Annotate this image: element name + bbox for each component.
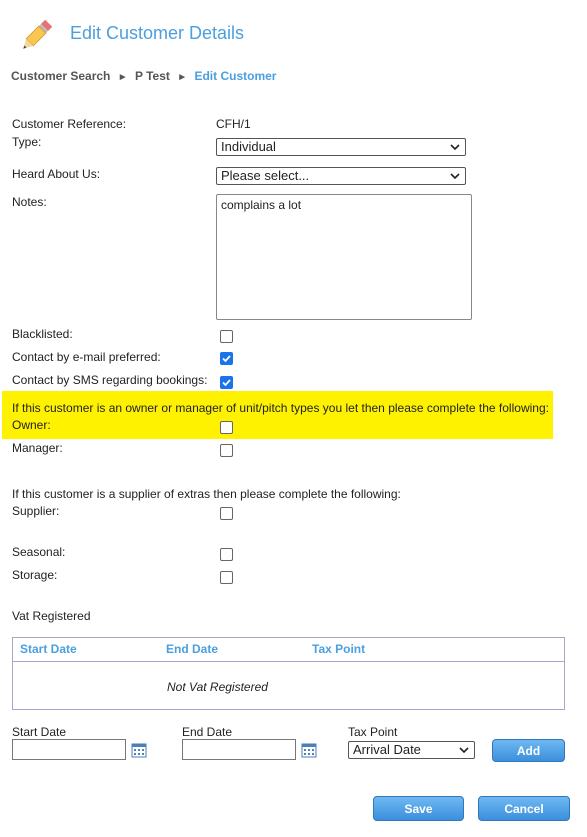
type-label: Type: [12, 135, 42, 149]
cancel-button[interactable]: Cancel [478, 796, 570, 821]
checkmark-icon [221, 353, 232, 364]
save-button[interactable]: Save [373, 796, 464, 821]
notes-label: Notes: [12, 195, 47, 209]
notes-textarea[interactable]: complains a lot [216, 194, 472, 320]
chevron-down-icon [458, 744, 470, 756]
breadcrumb [11, 69, 276, 83]
breadcrumb-customer[interactable]: P Test [134, 69, 170, 83]
storage-checkbox[interactable] [220, 571, 233, 584]
contact-sms-checkbox[interactable] [220, 376, 233, 389]
seasonal-label: Seasonal: [12, 545, 66, 559]
blacklisted-checkbox[interactable] [220, 330, 233, 343]
storage-label: Storage: [12, 568, 58, 582]
blacklisted-label: Blacklisted: [12, 327, 73, 341]
vat-empty-message: Not Vat Registered [167, 680, 268, 694]
supplier-note: If this customer is a supplier of extras then please complete the following: [12, 487, 401, 501]
start-date-label: Start Date [12, 725, 67, 739]
highlight-marker [2, 391, 553, 439]
owner-label: Owner: [12, 418, 51, 432]
pencil-icon [16, 16, 56, 56]
vat-col-start-date: Start Date [20, 642, 77, 656]
owner-checkbox[interactable] [220, 421, 233, 434]
end-date-label: End Date [182, 725, 233, 739]
heard-about-label: Heard About Us: [12, 167, 101, 181]
heard-about-select[interactable] [216, 167, 466, 185]
manager-label: Manager: [12, 441, 63, 455]
owner-manager-note: If this customer is an owner or manager of unit/pitch types you let then please complete the following: [12, 401, 549, 415]
add-vat-button[interactable]: Add [492, 739, 565, 762]
breadcrumb-separator: ► [177, 72, 188, 83]
start-date-input[interactable] [12, 739, 126, 760]
customer-reference-value: CFH/1 [216, 117, 251, 131]
vat-table [12, 637, 565, 710]
tax-point-select-value: Arrival Date [353, 742, 421, 757]
calendar-icon[interactable] [131, 742, 147, 758]
breadcrumb-current: Edit Customer [194, 69, 277, 83]
supplier-label: Supplier: [12, 504, 60, 518]
type-select[interactable] [216, 138, 466, 156]
end-date-input[interactable] [182, 739, 296, 760]
heard-about-select-value: Please select... [221, 168, 310, 183]
type-select-value: Individual [221, 139, 276, 154]
contact-sms-label: Contact by SMS regarding bookings: [12, 373, 208, 387]
breadcrumb-separator: ► [117, 72, 128, 83]
vat-col-tax-point: Tax Point [312, 642, 366, 656]
vat-heading: Vat Registered [12, 609, 91, 623]
supplier-checkbox[interactable] [220, 507, 233, 520]
vat-col-end-date: End Date [166, 642, 219, 656]
customer-reference-label: Customer Reference: [12, 117, 127, 131]
seasonal-checkbox[interactable] [220, 548, 233, 561]
contact-email-checkbox[interactable] [220, 352, 233, 365]
vat-table-header [13, 638, 564, 662]
breadcrumb-customer-search[interactable]: Customer Search [11, 69, 111, 83]
checkmark-icon [221, 377, 232, 388]
contact-email-label: Contact by e-mail preferred: [12, 350, 161, 364]
calendar-icon[interactable] [301, 742, 317, 758]
manager-checkbox[interactable] [220, 444, 233, 457]
page-title: Edit Customer Details [70, 23, 245, 43]
tax-point-label: Tax Point [348, 725, 398, 739]
chevron-down-icon [449, 141, 461, 153]
tax-point-select[interactable] [348, 741, 475, 759]
chevron-down-icon [449, 170, 461, 182]
